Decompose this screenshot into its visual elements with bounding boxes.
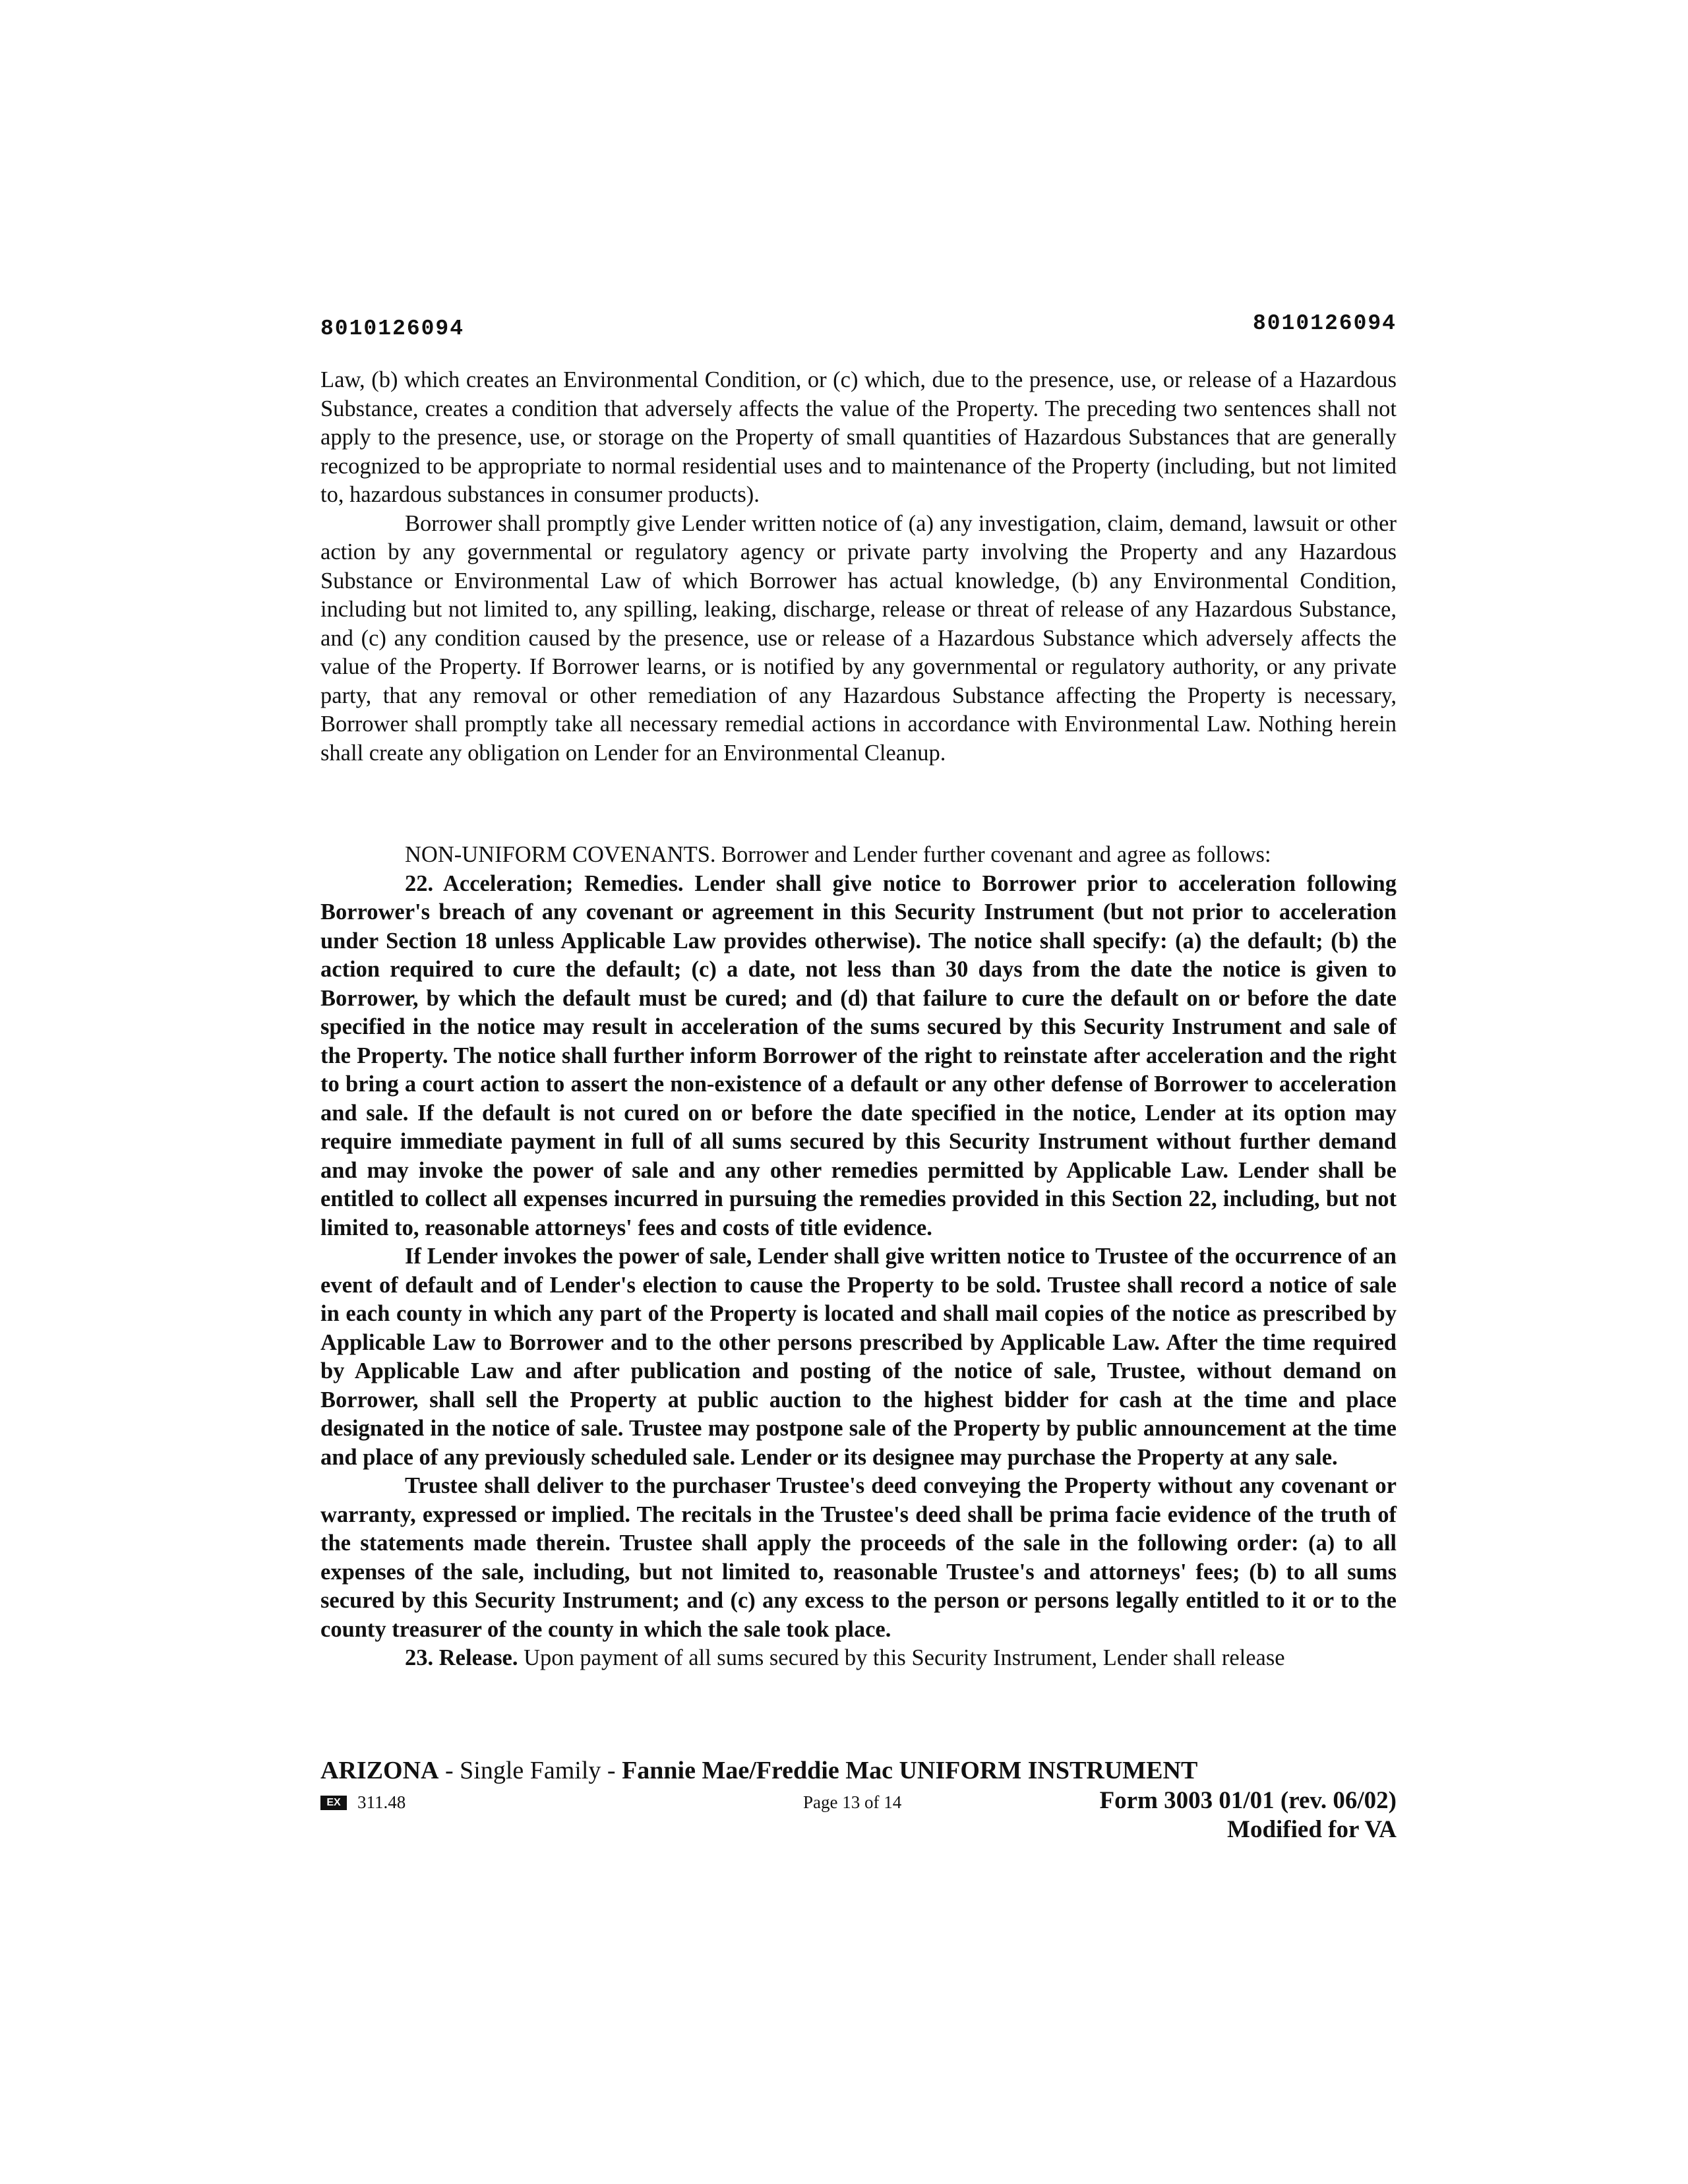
- environmental-paragraph: Law, (b) which creates an Environmental Condition, or (c) which, due to the presence, use, or release of a Hazardous Substance, creates a condition that adversely affects the value of the Property. The preceding two sentences shall not apply to the presence, use, or storage on the Property of small quantities of Hazardous Substances that are generally recognized to be appropriate to normal residential uses and to maintenance of the Property (including, but not limited to, hazardous substances in consumer products).: [320, 367, 1397, 507]
- footer-state: ARIZONA: [320, 1757, 439, 1784]
- footer-separator: -: [601, 1757, 622, 1784]
- trustee-deed-paragraph: Trustee shall deliver to the purchaser Trustee's deed conveying the Property without any covenant or warranty, expressed or implied. The recitals in the Trustee's deed shall be prima facie evidence of the truth of the statements made therein. Trustee shall apply the proceeds of the sale in the following order: (a) to all expenses of the sale, including, but not limited to, reasonable Trustee's and attorneys' fees; (b) to all sums secured by this Security Instrument; and (c) any excess to the person or persons legally entitled to it or to the county treasurer of the county in which the sale took place.: [320, 1473, 1397, 1642]
- hazardous-notice-paragraph: Borrower shall promptly give Lender written notice of (a) any investigation, claim, demand, lawsuit or other action by any governmental or regulatory agency or private party involving the Property and any Hazardous Substance or Environmental Law of which Borrower has actual knowledge, (b) any Environmental Condition, including but not limited to, any spilling, leaking, discharge, release or threat of release of any Hazardous Substance, and (c) any condition caused by the presence, use or release of a Hazardous Substance which adversely affects the value of the Property. If Borrower learns, or is notified by any governmental or regulatory authority, or any private party, that any removal or other remediation of any Hazardous Substance affecting the Property is necessary, Borrower shall promptly take all necessary remedial actions in accordance with Environmental Law. Nothing herein shall create any obligation on Lender for an Environmental Cleanup.: [320, 510, 1397, 766]
- non-uniform-covenants-section: [320, 841, 1397, 1673]
- footer-code-number: 311.48: [357, 1792, 406, 1812]
- footer-family: Single Family: [460, 1757, 601, 1784]
- footer-instrument: Fannie Mae/Freddie Mac UNIFORM INSTRUMENT: [622, 1757, 1198, 1784]
- release-heading: 23. Release.: [405, 1645, 518, 1670]
- loan-number-left: 8010126094: [320, 317, 465, 341]
- acceleration-remedies-paragraph: 22. Acceleration; Remedies. Lender shall give notice to Borrower prior to acceleration following Borrower's breach of any covenant or agreement in this Security Instrument (but not prior to acceleration under Section 18 unless Applicable Law provides otherwise). The notice shall specify: (a) the default; (b) the action required to cure the default; (c) a date, not less than 30 days from the date the notice is given to Borrower, by which the default must be cured; and (d) that failure to cure the default on or before the date specified in the notice may result in acceleration of the sums secured by this Security Instrument and sale of the Property. The notice shall further inform Borrower of the right to reinstate after acceleration and the right to bring a court action to assert the non-existence of a default or any other defense of Borrower to acceleration and sale. If the default is not cured on or before the date specified in the notice, Lender at its option may require immediate payment in full of all sums secured by this Security Instrument without further demand and may invoke the power of sale and any other remedies permitted by Applicable Law. Lender shall be entitled to collect all expenses incurred in pursuing the remedies provided in this Section 22, including, but not limited to, reasonable attorneys' fees and costs of title evidence.: [320, 870, 1397, 1240]
- release-paragraph: [320, 1644, 1397, 1673]
- footer-form-code: [320, 1792, 406, 1813]
- footer-separator: -: [438, 1757, 460, 1784]
- footer-instrument-title: [320, 1756, 1197, 1785]
- page-number: Page 13 of 14: [803, 1792, 902, 1812]
- power-of-sale-paragraph: If Lender invokes the power of sale, Lender shall give written notice to Trustee of the occurrence of an event of default and of Lender's election to cause the Property to be sold. Trustee shall record a notice of sale in each county in which any part of the Property is located and shall mail copies of the notice as prescribed by Applicable Law to Borrower and to the other persons prescribed by Applicable Law. After the time required by Applicable Law and after publication and posting of the notice of sale, Trustee, without demand on Borrower, shall sell the Property at public auction to the highest bidder for cash at the time and place designated in the notice of sale. Trustee may postpone sale of the Property by public announcement at the time and place of any previously scheduled sale. Lender or its designee may purchase the Property at any sale.: [320, 1244, 1397, 1470]
- footer-form-number: [1100, 1786, 1397, 1844]
- modified-note: Modified for VA: [1227, 1816, 1397, 1843]
- form-id: Form 3003 01/01 (rev. 06/02): [1099, 1787, 1397, 1814]
- environmental-section: [320, 366, 1397, 768]
- non-uniform-covenants-intro: NON-UNIFORM COVENANTS. Borrower and Lender further covenant and agree as follows:: [405, 842, 1271, 867]
- release-text: Upon payment of all sums secured by this Security Instrument, Lender shall release: [518, 1645, 1285, 1670]
- loan-number-right: 8010126094: [1252, 311, 1397, 336]
- ellie-mae-logo-icon: EX: [320, 1796, 347, 1810]
